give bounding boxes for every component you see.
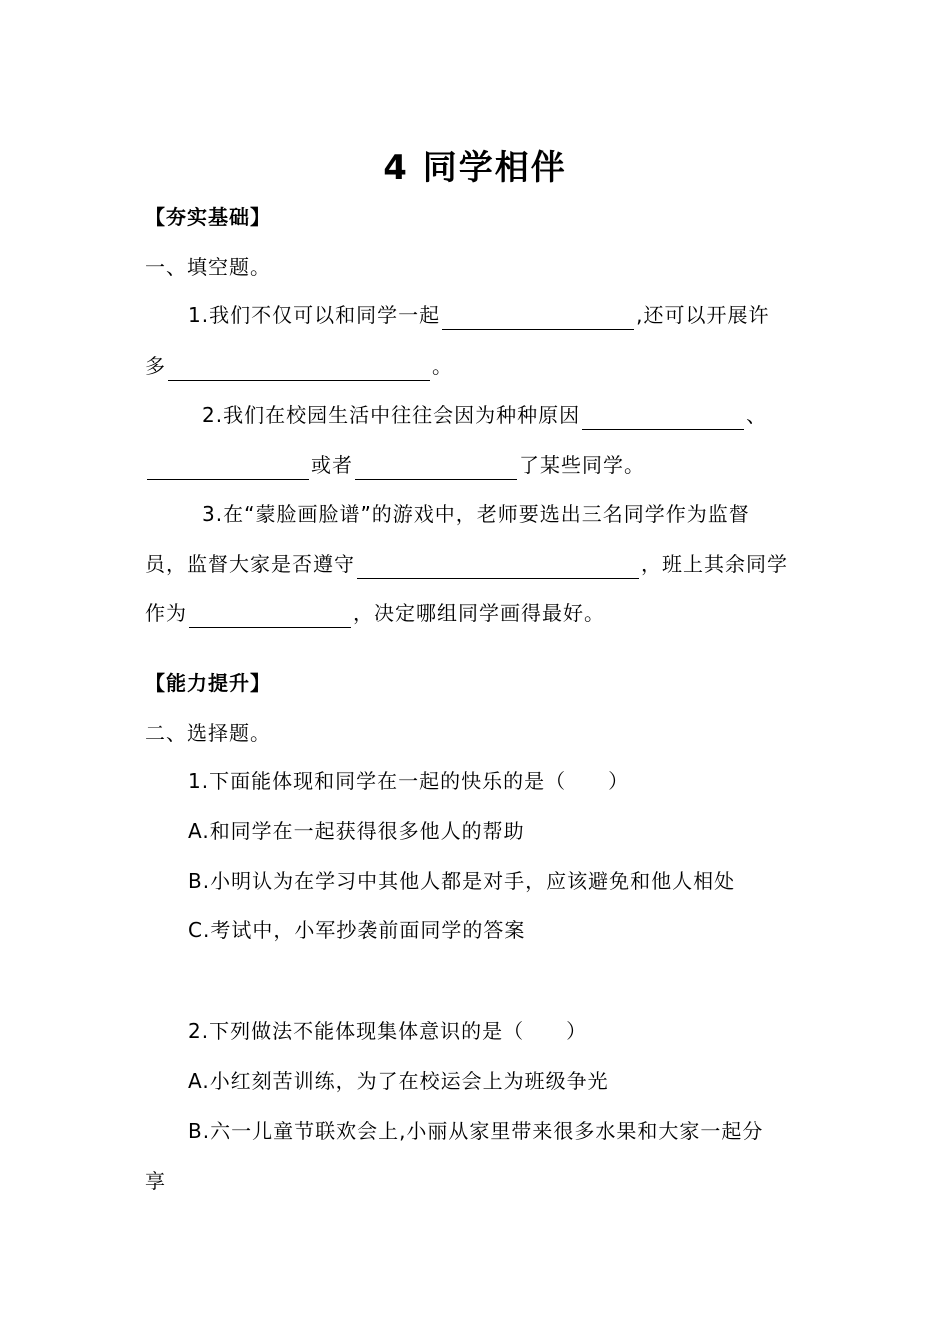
mc-1-option-a[interactable]: A.和同学在一起获得很多他人的帮助 bbox=[188, 819, 525, 843]
answer-blank[interactable] bbox=[357, 556, 639, 579]
part-heading-fill-blank: 一、填空题。 bbox=[145, 255, 271, 279]
question-2-text-d: 了某些同学。 bbox=[519, 453, 645, 477]
question-2-text-c: 或者 bbox=[311, 453, 353, 477]
question-1-line-1 bbox=[188, 300, 769, 330]
question-1-text-d: 。 bbox=[432, 354, 453, 378]
question-3-text-e: ，决定哪组同学画得最好。 bbox=[353, 601, 605, 625]
mc-2-option-b[interactable]: B.六一儿童节联欢会上,小丽从家里带来很多水果和大家一起分 bbox=[188, 1119, 764, 1143]
mc-2-option-a[interactable]: A.小红刻苦训练，为了在校运会上为班级争光 bbox=[188, 1069, 609, 1093]
answer-blank[interactable] bbox=[168, 358, 430, 381]
answer-blank[interactable] bbox=[582, 407, 744, 430]
question-3-text-c: ，班上其余同学 bbox=[641, 552, 788, 576]
question-3-line-1: 3.在“蒙脸画脸谱”的游戏中，老师要选出三名同学作为监督 bbox=[202, 502, 750, 526]
question-1-text-b: ,还可以开展许 bbox=[636, 303, 770, 327]
mc-1-question: 1.下面能体现和同学在一起的快乐的是（ ） bbox=[188, 769, 630, 793]
answer-blank[interactable] bbox=[442, 307, 634, 330]
question-1-line-2 bbox=[145, 351, 453, 381]
section-heading-basics: 【夯实基础】 bbox=[145, 205, 271, 229]
question-3-text-d: 作为 bbox=[145, 601, 187, 625]
question-2-line-1 bbox=[202, 400, 767, 430]
part-heading-multiple-choice: 二、选择题。 bbox=[145, 721, 271, 745]
answer-blank[interactable] bbox=[355, 457, 517, 480]
answer-blank[interactable] bbox=[147, 457, 309, 480]
answer-blank[interactable] bbox=[189, 605, 351, 628]
question-2-line-2 bbox=[145, 450, 645, 480]
page-title: 4 同学相伴 bbox=[383, 148, 567, 188]
question-2-text-b: 、 bbox=[746, 403, 768, 427]
question-1-text-a: 1.我们不仅可以和同学一起 bbox=[188, 303, 441, 327]
section-heading-ability: 【能力提升】 bbox=[145, 671, 271, 695]
question-1-text-c: 多 bbox=[145, 354, 166, 378]
mc-1-option-c[interactable]: C.考试中，小军抄袭前面同学的答案 bbox=[188, 918, 526, 942]
mc-2-option-b-continued[interactable]: 享 bbox=[145, 1169, 166, 1193]
mc-2-question: 2.下列做法不能体现集体意识的是（ ） bbox=[188, 1019, 588, 1043]
mc-1-option-b[interactable]: B.小明认为在学习中其他人都是对手，应该避免和他人相处 bbox=[188, 869, 736, 893]
question-3-line-3 bbox=[145, 598, 605, 628]
question-2-text-a: 2.我们在校园生活中往往会因为种种原因 bbox=[202, 403, 581, 427]
question-3-text-b: 员，监督大家是否遵守 bbox=[145, 552, 355, 576]
question-3-line-2 bbox=[145, 549, 788, 579]
